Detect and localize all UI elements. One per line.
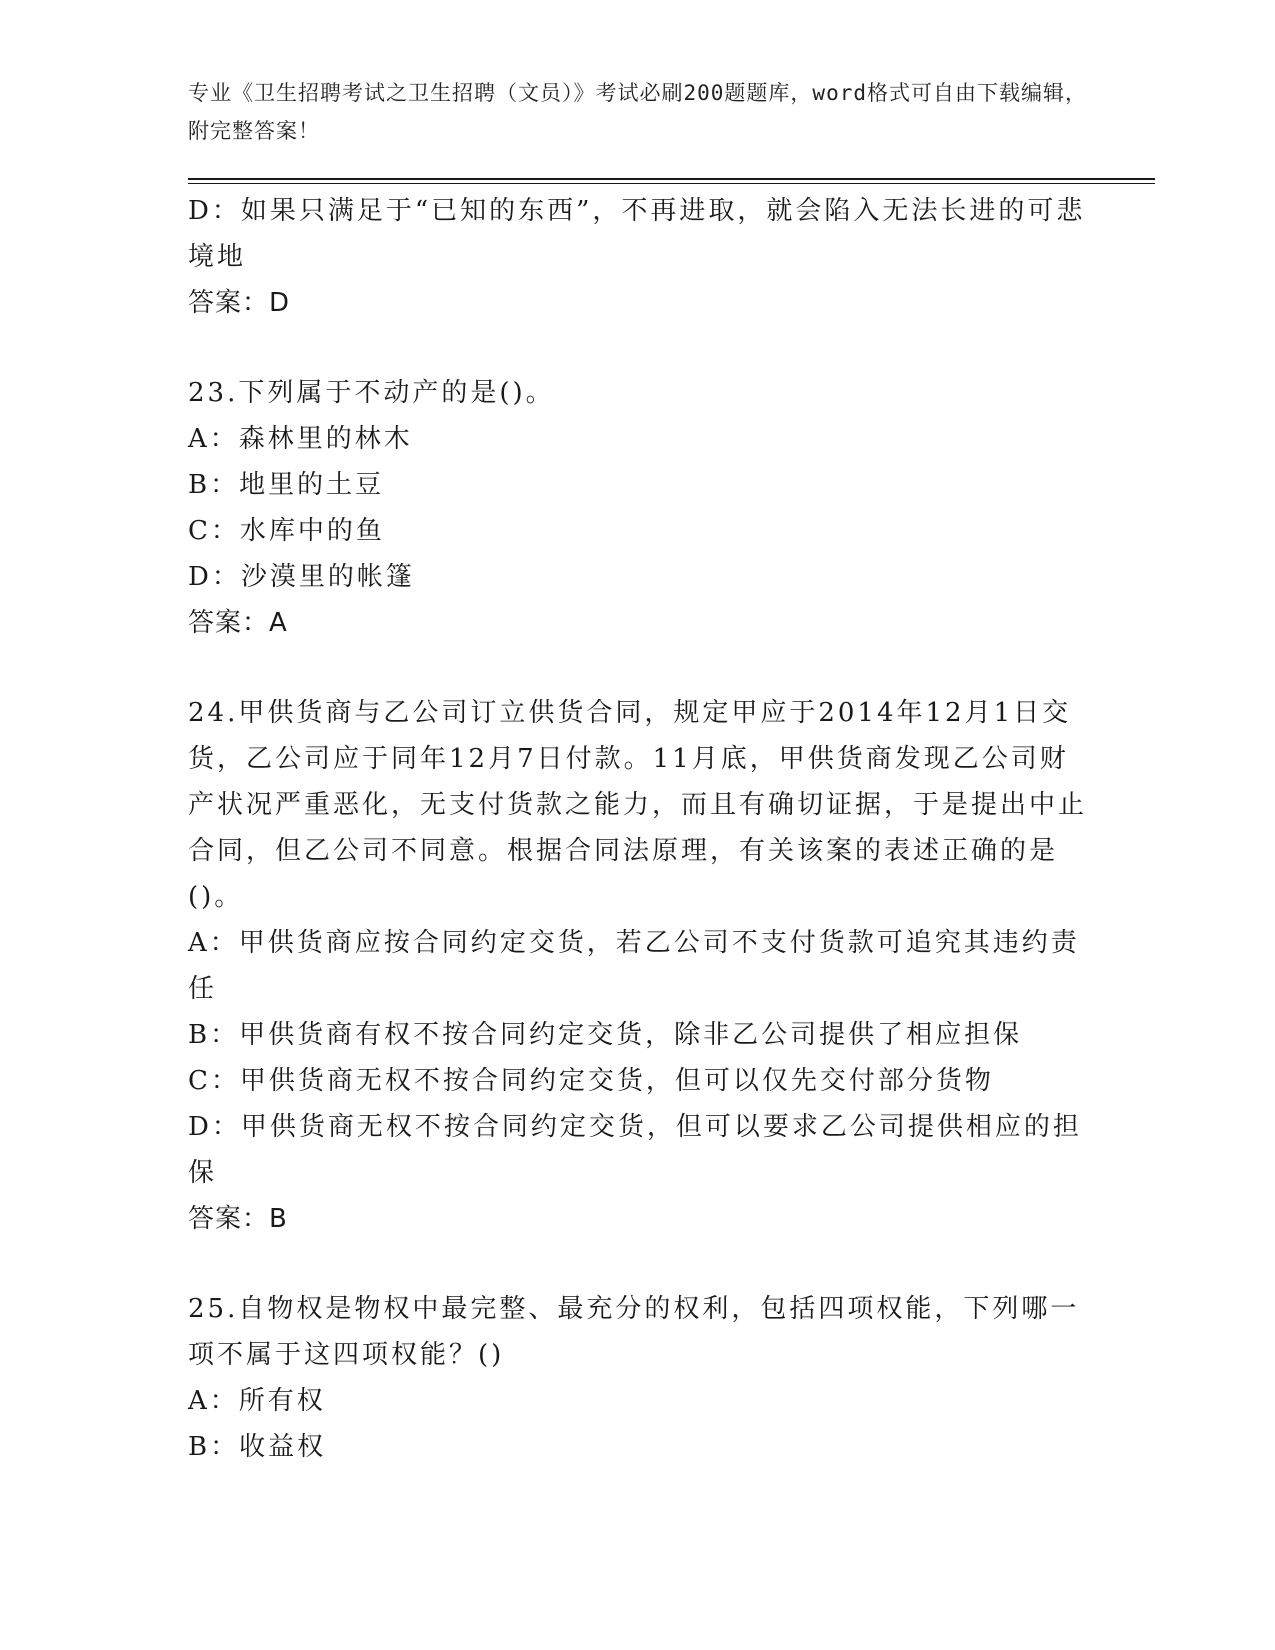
answer-line: 答案：B xyxy=(188,1204,288,1234)
document-body xyxy=(188,188,1088,1470)
option-b: B：甲供货商有权不按合同约定交货，除非乙公司提供了相应担保 xyxy=(188,1020,1023,1050)
header-divider-thick xyxy=(188,178,1155,180)
question-23 xyxy=(188,370,1088,646)
option-a: A：甲供货商应按合同约定交货，若乙公司不支付货款可追究其违约责任 xyxy=(188,928,1080,1004)
header-text: 专业《卫生招聘考试之卫生招聘（文员）》考试必刷200题题库，word格式可自由下载编辑，附完整答案！ xyxy=(188,81,1087,143)
option-a: A：森林里的林木 xyxy=(188,424,413,454)
answer-line: 答案：A xyxy=(188,608,288,638)
option-a: A：所有权 xyxy=(188,1386,326,1416)
option-d: D：如果只满足于“已知的东西”，不再进取，就会陷入无法长进的可悲境地 xyxy=(188,196,1086,272)
question-stem: 25.自物权是物权中最完整、最充分的权利，包括四项权能，下列哪一项不属于这四项权能？() xyxy=(188,1294,1080,1370)
option-c: C：水库中的鱼 xyxy=(188,516,385,546)
option-b: B：地里的土豆 xyxy=(188,470,385,500)
question-stem: 23.下列属于不动产的是()。 xyxy=(188,378,555,408)
option-c: C：甲供货商无权不按合同约定交货，但可以仅先交付部分货物 xyxy=(188,1066,994,1096)
question-25 xyxy=(188,1286,1088,1470)
question-stem: 24.甲供货商与乙公司订立供货合同，规定甲应于2014年12月1日交货，乙公司应于同年12月7日付款。11月底，甲供货商发现乙公司财产状况严重恶化，无支付货款之能力，而且有确切证据，于是提出中止合同，但乙公司不同意。根据合同法原理，有关该案的表述正确的是()。 xyxy=(188,698,1088,912)
header-divider-thin xyxy=(188,183,1155,184)
question-24 xyxy=(188,690,1088,1242)
document-header xyxy=(188,74,1088,150)
prev-question-tail xyxy=(188,188,1088,326)
option-d: D：甲供货商无权不按合同约定交货，但可以要求乙公司提供相应的担保 xyxy=(188,1112,1082,1188)
option-d: D：沙漠里的帐篷 xyxy=(188,562,415,592)
option-b: B：收益权 xyxy=(188,1432,327,1462)
answer-line: 答案：D xyxy=(188,288,291,318)
